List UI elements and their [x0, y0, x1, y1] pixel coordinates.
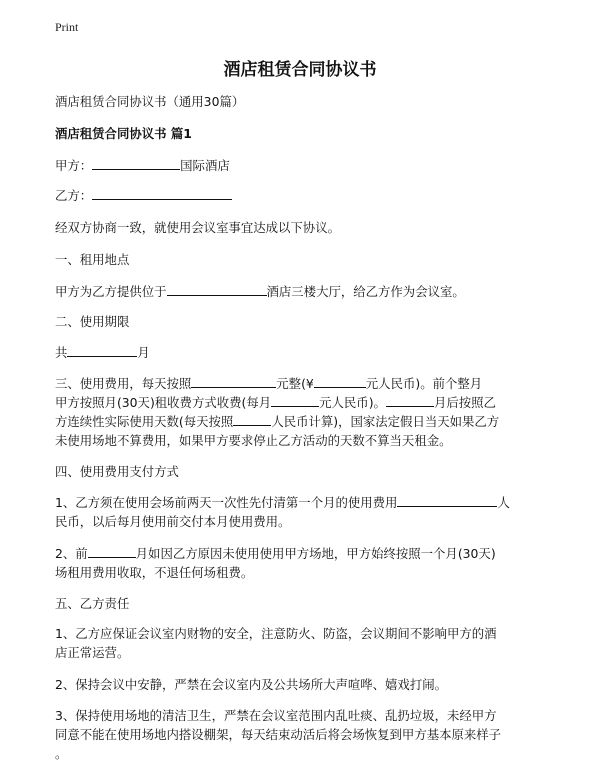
per-day-blank	[233, 413, 271, 426]
clause-5-p1-line-1: 1、乙方应保证会议室内财物的安全，注意防火、防盗，会议期间不影响甲方的酒	[55, 626, 497, 641]
clause-4-p2-line-1	[55, 544, 550, 564]
clause-5-p2: 2、保持会议中安静，严禁在会议室内及公共场所大声喧哗、嬉戏打闹。	[55, 677, 447, 692]
party-a-line	[55, 156, 550, 176]
clause-4-text: 1、乙方须在使用会场前两天一次性先付清第一个月的使用费用	[55, 495, 398, 510]
clause-5-p1-line-2: 店正常运营。	[55, 645, 130, 660]
clause-2-before: 共	[55, 345, 68, 360]
clause-3-text: 元整(¥	[276, 376, 314, 391]
clause-5-p3-line-1: 3、保持使用场地的清洁卫生，严禁在会议室范围内乱吐痰、乱扔垃圾，未经甲方	[55, 708, 497, 723]
location-blank	[167, 283, 267, 296]
clause-3-line-4: 未使用场地不算费用，如果甲方要求停止乙方活动的天数不算当天租金。	[55, 433, 452, 448]
clause-2-after: 月	[137, 345, 150, 360]
print-link[interactable]: Print	[55, 20, 79, 34]
clause-3-text: 元人民币)。	[319, 395, 386, 410]
monthly-fee-blank	[271, 394, 319, 407]
clause-3-text: 月后按照乙	[433, 395, 496, 410]
first-months-blank	[88, 545, 136, 558]
subtitle: 酒店租赁合同协议书（通用30篇）	[55, 94, 245, 109]
clause-1-title: 一、租用地点	[55, 252, 130, 267]
clause-1-text	[55, 282, 550, 302]
clause-3-line-3	[55, 412, 550, 432]
party-b-line	[55, 186, 550, 206]
clause-3-line-1	[55, 374, 550, 394]
clause-1-before: 甲方为乙方提供位于	[55, 284, 167, 299]
clause-4-text: 人	[497, 495, 510, 510]
clause-3-text: 甲方按照月(30天)租收费方式收费(每月	[55, 395, 272, 410]
daily-fee-yuan-blank	[314, 375, 366, 388]
clause-4-text: 月如因乙方原因未使用使用甲方场地，甲方始终按照一个月(30天)	[135, 546, 496, 561]
clause-2-text	[55, 343, 550, 363]
clause-5-p3-line-3: 。	[55, 746, 68, 761]
duration-blank	[67, 344, 137, 357]
clause-4-title: 四、使用费用支付方式	[55, 464, 179, 479]
clause-3-text: 人民币计算)，国家法定假日当天如果乙方	[271, 414, 500, 429]
clause-3-line-2	[55, 393, 550, 413]
party-a-blank	[92, 157, 180, 170]
daily-fee-blank	[191, 375, 276, 388]
clause-4-p1-line-2: 民币，以后每月使用前交付本月使用费用。	[55, 514, 291, 529]
clause-3-text: 三、使用费用，每天按照	[55, 376, 192, 391]
party-a-suffix: 国际酒店	[180, 158, 230, 173]
clause-2-title: 二、使用期限	[55, 314, 130, 329]
clause-5-p3-line-2: 同意不能在使用场地内搭设棚架，每天结束动活后将会场恢复到甲方基本原来样子	[55, 727, 502, 742]
months-blank	[386, 394, 434, 407]
clause-1-after: 酒店三楼大厅，给乙方作为会议室。	[266, 284, 465, 299]
first-payment-blank	[397, 494, 497, 507]
document-title: 酒店租赁合同协议书	[223, 60, 377, 80]
clause-4-p2-line-2: 场租用费用收取，不退任何场租费。	[55, 565, 254, 580]
party-b-blank	[92, 187, 232, 200]
intro-text: 经双方协商一致，就使用会议室事宜达成以下协议。	[55, 220, 340, 235]
section-heading: 酒店租赁合同协议书 篇1	[55, 126, 192, 141]
party-a-label: 甲方：	[55, 158, 93, 173]
party-b-label: 乙方：	[55, 188, 93, 203]
clause-3-text: 元人民币)。前个整月	[365, 376, 483, 391]
clause-4-text: 2、前	[55, 546, 88, 561]
clause-3-text: 方连续性实际使用天数(每天按照	[55, 414, 234, 429]
clause-4-p1-line-1	[55, 493, 550, 513]
clause-5-title: 五、乙方责任	[55, 596, 130, 611]
